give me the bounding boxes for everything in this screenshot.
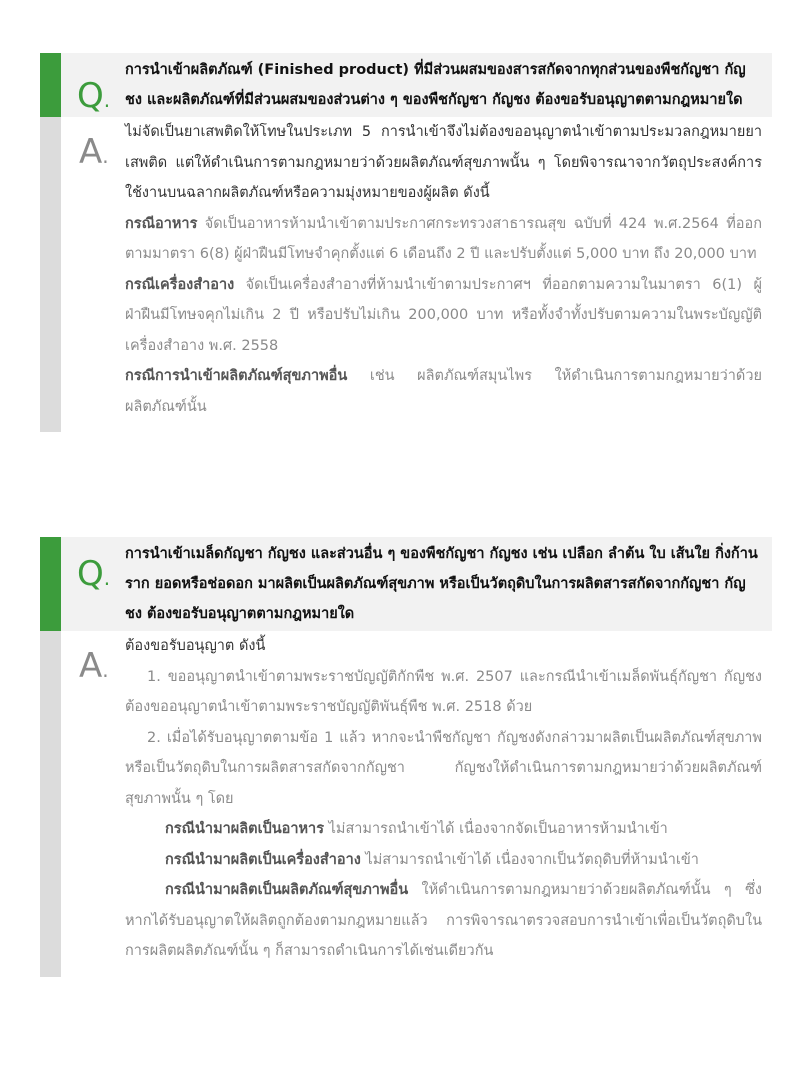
answer-text <box>125 117 772 432</box>
question-row <box>40 53 772 117</box>
case-title: กรณีอาหาร <box>125 215 198 232</box>
sub-case-paragraph <box>125 814 762 845</box>
case-text: เช่น ผลิตภัณฑ์สมุนไพร ให้ดำเนินการตามกฎหมายว่าด้วยผลิตภัณฑ์นั้น <box>125 368 762 415</box>
a-letter-icon: A. <box>79 132 109 172</box>
qa-block-2 <box>40 537 772 977</box>
question-row <box>40 537 772 631</box>
sub-case-text: ให้ดำเนินการตามกฎหมายว่าด้วยผลิตภัณฑ์นั้น ๆ ซึ่งหากได้รับอนุญาตให้ผลิตถูกต้องตามกฎหมายแล้ว การพิจารณาตรวจสอบการนำเข้าเพื่อเป็นวัตถุดิบในการผลิตผลิตภัณฑ์นั้น ๆ ก็สามารถดำเนินการได้เช่นเดียวกัน <box>125 882 762 959</box>
case-paragraph <box>125 361 762 422</box>
question-accent-bar <box>40 537 61 631</box>
answer-item-1: 1. ขออนุญาตนำเข้าตามพระราชบัญญัติกักพืช พ.ศ. 2507 และกรณีนำเข้าเมล็ดพันธุ์กัญชา กัญชง ต้องขออนุญาตนำเข้าตามพระราชบัญญัติพันธุ์พืช พ.ศ. 2518 ด้วย <box>125 668 762 715</box>
sub-case-text: ไม่สามารถนำเข้าได้ เนื่องจากจัดเป็นอาหารห้ามนำเข้า <box>323 821 668 837</box>
sub-case-title: กรณีนำมาผลิตเป็นเครื่องสำอาง <box>165 851 361 868</box>
case-paragraph <box>125 209 762 270</box>
case-title: กรณีการนำเข้าผลิตภัณฑ์สุขภาพอื่น <box>125 368 348 384</box>
answer-text <box>125 631 772 977</box>
answer-item-2: 2. เมื่อได้รับอนุญาตตามข้อ 1 แล้ว หากจะนำพืชกัญชา กัญชงดังกล่าวมาผลิตเป็นผลิตภัณฑ์สุขภาพ หรือเป็นวัตถุดิบในการผลิตสารสกัดจากกัญชา กัญชงให้ดำเนินการตามกฎหมายว่าด้วยผลิตภัณฑ์สุขภาพนั้น ๆ โดย <box>125 729 762 807</box>
case-text: จัดเป็นอาหารห้ามนำเข้าตามประกาศกระทรวงสาธารณสุข ฉบับที่ 424 พ.ศ.2564 ที่ออกตามมาตรา 6(8) ผู้ฝ่าฝืนมีโทษจำคุกตั้งแต่ 6 เดือนถึง 2 ปี และปรับตั้งแต่ 5,000 บาท ถึง 20,000 บาท <box>125 215 762 262</box>
answer-row <box>40 117 772 432</box>
question-accent-bar <box>40 53 61 117</box>
sub-case-title: กรณีนำมาผลิตเป็นอาหาร <box>165 821 324 837</box>
question-marker <box>61 537 125 631</box>
question-text: การนำเข้าเมล็ดกัญชา กัญชง และส่วนอื่น ๆ ของพืชกัญชา กัญชง เช่น เปลือก ลำต้น ใบ เส้นใย กิ่งก้าน ราก ยอดหรือช่อดอก มาผลิตเป็นผลิตภัณฑ์สุขภาพ หรือเป็นวัตถุดิบในการผลิตสารสกัดจากกัญชา กัญชง ต้องขอรับอนุญาตตามกฎหมายใด <box>125 546 758 622</box>
sub-case-title: กรณีนำมาผลิตเป็นผลิตภัณฑ์สุขภาพอื่น <box>165 882 409 898</box>
answer-accent-bar <box>40 631 61 977</box>
answer-marker <box>61 117 125 432</box>
a-letter-icon: A. <box>79 646 109 686</box>
answer-row <box>40 631 772 977</box>
sub-case-paragraph <box>125 875 762 967</box>
case-paragraph <box>125 270 762 362</box>
question-marker <box>61 53 125 117</box>
answer-accent-bar <box>40 117 61 432</box>
case-title: กรณีเครื่องสำอาง <box>125 276 235 293</box>
sub-case-text: ไม่สามารถนำเข้าได้ เนื่องจากเป็นวัตถุดิบที่ห้ามนำเข้า <box>360 851 699 868</box>
answer-intro: ไม่จัดเป็นยาเสพติดให้โทษในประเภท 5 การนำเข้าจึงไม่ต้องขออนุญาตนำเข้าตามประมวลกฎหมายยาเสพติด แต่ให้ดำเนินการตามกฎหมายว่าด้วยผลิตภัณฑ์สุขภาพนั้น ๆ โดยพิจารณาจากวัตถุประสงค์การใช้งานบนฉลากผลิตภัณฑ์หรือความมุ่งหมายของผู้ผลิต ดังนี้ <box>125 124 762 201</box>
answer-intro: ต้องขอรับอนุญาต ดังนี้ <box>125 638 266 654</box>
qa-block-1 <box>40 53 772 432</box>
q-letter-icon: Q. <box>77 76 111 116</box>
question-text: การนำเข้าผลิตภัณฑ์ (Finished product) ที่มีส่วนผสมของสารสกัดจากทุกส่วนของพืชกัญชา กัญชง และผลิตภัณฑ์ที่มีส่วนผสมของส่วนต่าง ๆ ของพืชกัญชา กัญชง ต้องขอรับอนุญาตตามกฎหมายใด <box>125 62 746 108</box>
case-text: จัดเป็นเครื่องสำอางที่ห้ามนำเข้าตามประกาศฯ ที่ออกตามความในมาตรา 6(1) ผู้ฝ่าฝืนมีโทษจคุกไม่เกิน 2 ปี หรือปรับไม่เกิน 200,000 บาท หรือทั้งจำทั้งปรับตามความในพระบัญญัติเครื่องสำอาง พ.ศ. 2558 <box>125 276 762 354</box>
q-letter-icon: Q. <box>77 554 111 594</box>
answer-marker <box>61 631 125 977</box>
sub-case-paragraph <box>125 845 762 876</box>
